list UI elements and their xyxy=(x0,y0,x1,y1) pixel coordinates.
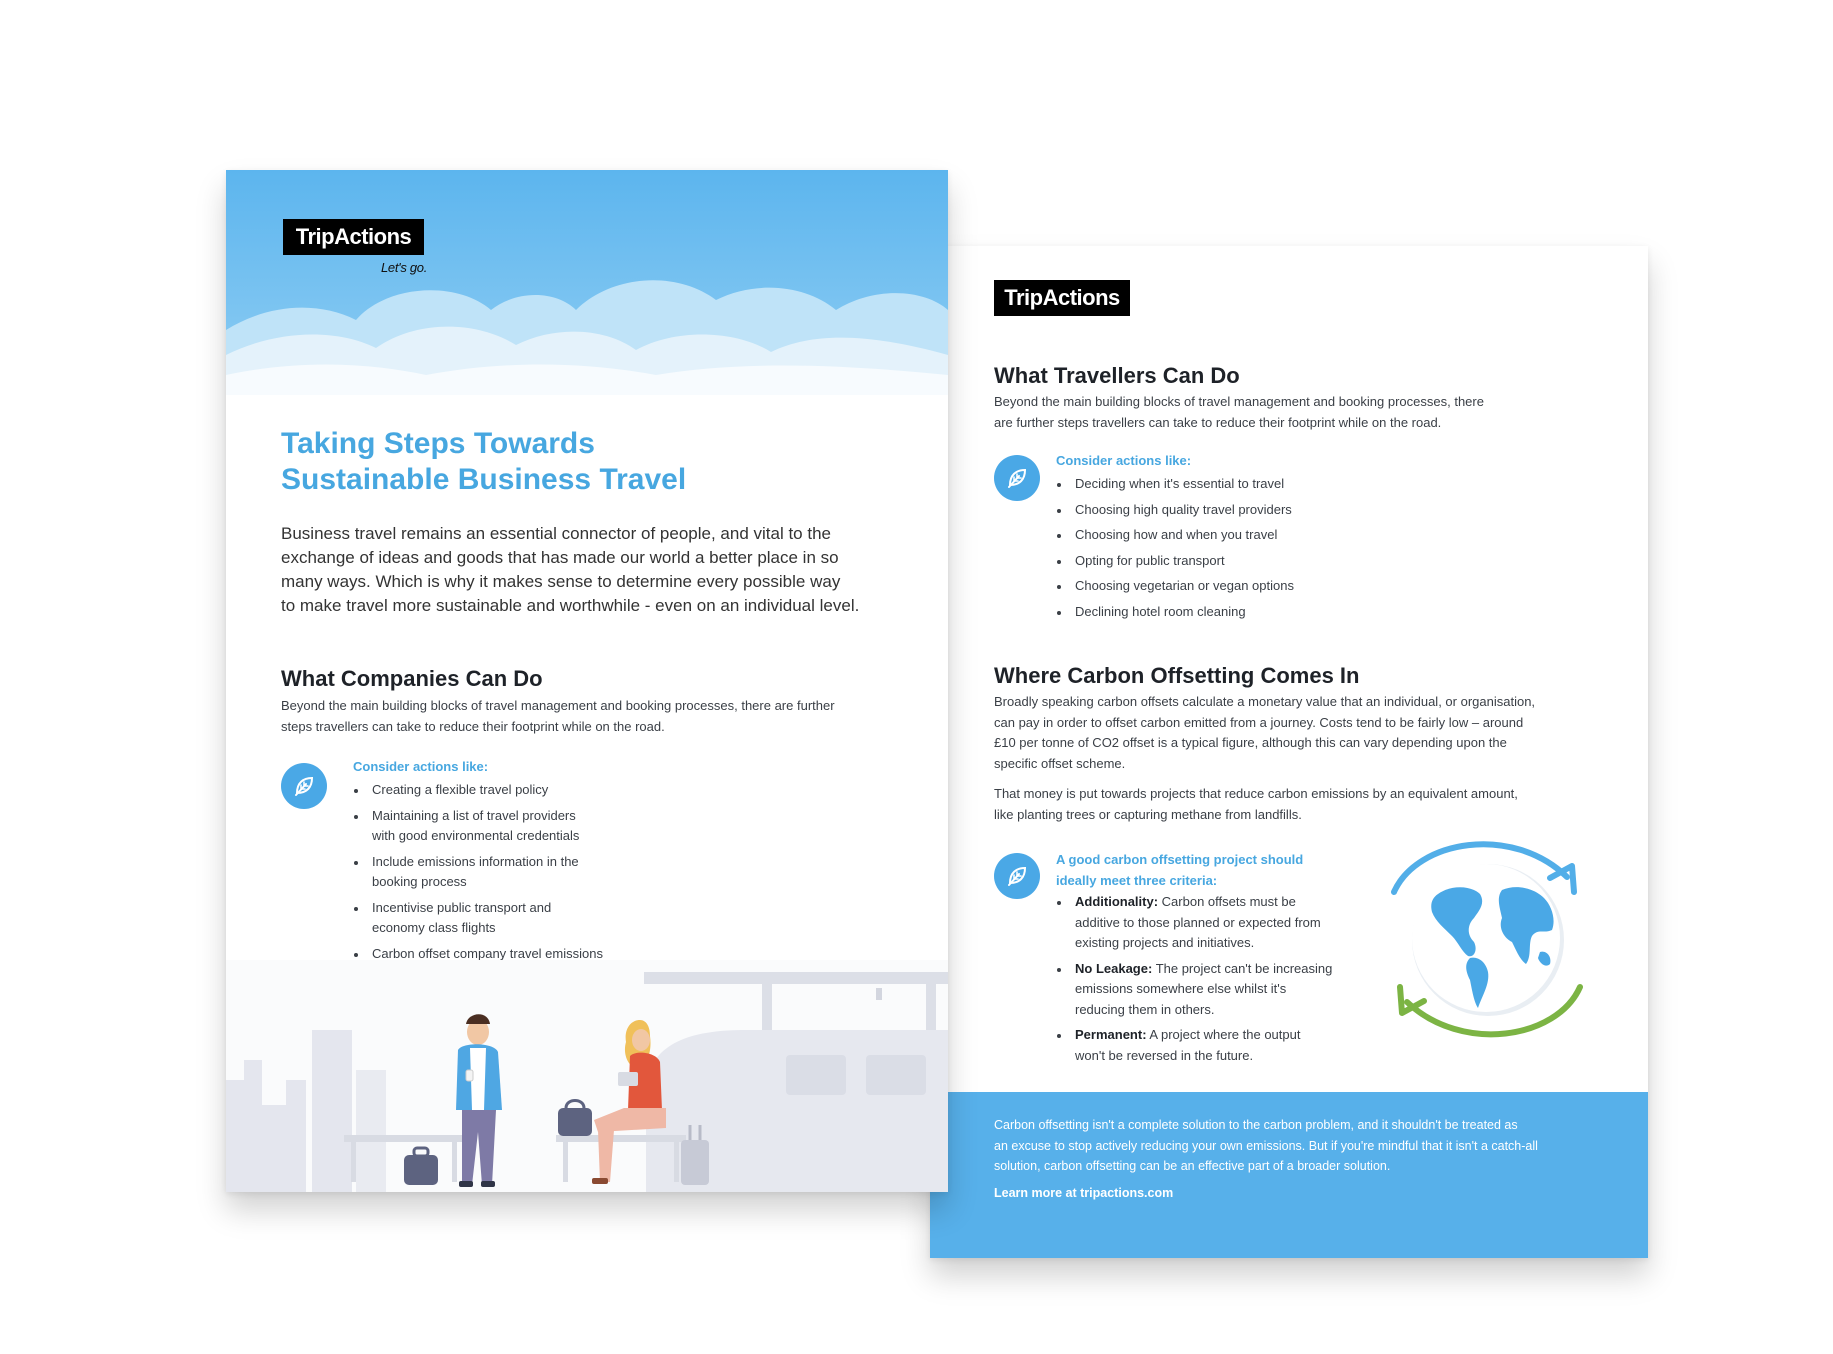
logo-tagline: Let's go. xyxy=(381,260,428,275)
companies-heading: What Companies Can Do xyxy=(281,666,543,691)
sky-cloud-header xyxy=(226,170,948,395)
list-item: Permanent: A project where the output won't be reversed in the future. xyxy=(1056,1025,1356,1066)
offsetting-paragraph-2: That money is put towards projects that reduce carbon emissions by an equivalent amount, like planting trees or capturing methane from landfills. xyxy=(994,786,1518,822)
leaf-icon xyxy=(994,853,1040,899)
list-item: Choosing vegetarian or vegan options xyxy=(1056,576,1376,597)
list-item: Declining hotel room cleaning xyxy=(1056,602,1376,623)
list-item: Additionality: Carbon offsets must be additive to those planned or expected from existing projects and initiatives. xyxy=(1056,892,1356,954)
list-item: Creating a flexible travel policy xyxy=(353,780,653,801)
learn-more-link[interactable]: Learn more at tripactions.com xyxy=(994,1186,1174,1200)
list-item: Include emissions information in the booking process xyxy=(353,852,653,893)
tripactions-logo: TripActions xyxy=(283,219,424,255)
leaf-icon xyxy=(281,763,327,809)
travellers-heading: What Travellers Can Do xyxy=(994,363,1240,388)
companies-action-list xyxy=(353,780,653,969)
footer-text: Carbon offsetting isn't a complete solution to the carbon problem, and it shouldn't be treated as an excuse to stop actively reducing your own emissions. But if you're mindful that it isn't a catch-all solution, carbon offsetting can be an effective part of a broader solution. xyxy=(994,1118,1538,1173)
criteria-label: A good carbon offsetting project should ideally meet three criteria: xyxy=(1056,852,1304,888)
list-item: Opting for public transport xyxy=(1056,551,1376,572)
intro-paragraph: Business travel remains an essential connector of people, and vital to the exchange of ideas and goods that has made our world a better place in so many ways. Which is why it makes sense to determine every possible way to make travel more sustainable and worthwhile - even on an individual level. xyxy=(281,524,860,615)
list-item: No Leakage: The project can't be increasing emissions somewhere else whilst it's reducing them in others. xyxy=(1056,959,1356,1021)
left-page xyxy=(226,170,948,1192)
travellers-action-list xyxy=(1056,474,1376,627)
list-item: Maintaining a list of travel providers with good environmental credentials xyxy=(353,806,653,847)
list-item: Incentivise public transport and economy class flights xyxy=(353,898,653,939)
title-line-2: Sustainable Business Travel xyxy=(281,463,687,496)
list-item: Choosing how and when you travel xyxy=(1056,525,1376,546)
offsetting-paragraph-1: Broadly speaking carbon offsets calculate a monetary value that an individual, or organisation, can pay in order to offset carbon emitted from a journey. Costs tend to be fairly low – around £10 per tonne of CO2 offset is a typical figure, although this can vary depending upon the specific offset scheme. xyxy=(994,694,1536,771)
title-line-1: Taking Steps Towards xyxy=(281,427,595,460)
tripactions-logo: TripActions xyxy=(994,280,1130,316)
companies-consider-label: Consider actions like: xyxy=(353,759,489,774)
list-item: Deciding when it's essential to travel xyxy=(1056,474,1376,495)
right-page xyxy=(930,246,1648,1258)
travellers-description: Beyond the main building blocks of travel management and booking processes, there are further steps travellers can take to reduce their footprint while on the road. xyxy=(994,394,1484,430)
globe-recycle-icon xyxy=(1382,832,1592,1047)
page-title xyxy=(281,426,921,498)
criteria-list xyxy=(1056,892,1356,1071)
travellers-consider-label: Consider actions like: xyxy=(1056,453,1192,468)
leaf-icon xyxy=(994,455,1040,501)
offsetting-heading: Where Carbon Offsetting Comes In xyxy=(994,663,1360,688)
companies-description: Beyond the main building blocks of travel management and booking processes, there are further steps travellers can take to reduce their footprint while on the road. xyxy=(281,698,835,734)
list-item: Choosing high quality travel providers xyxy=(1056,500,1376,521)
train-station-illustration xyxy=(226,960,948,1192)
list-item: Carbon offset company travel emissions xyxy=(353,944,653,965)
